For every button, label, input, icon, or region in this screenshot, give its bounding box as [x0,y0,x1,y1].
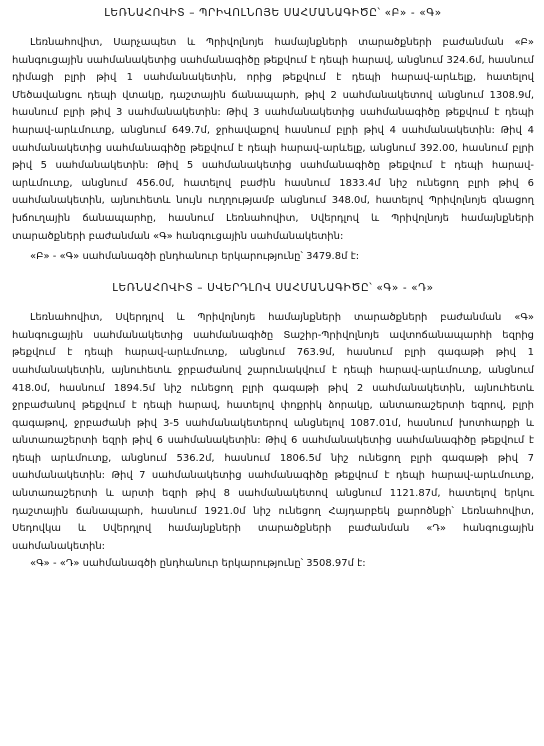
section-2-total: «Գ» - «Դ» սահմանագծի ընդհանուր երկարությունը՝ 3508.97մ է: [30,558,366,570]
section-1-total: «Բ» - «Գ» սահմանագծի ընդհանուր երկարությունը՝ 3479.8մ է: [30,251,360,263]
section-1-heading: ԼԵՌՆԱՀՈՎԻՏ – ՊՐԻՎՈԼՆՈՅԵ ՍԱՀՄԱՆԱԳԻԾԸ՝ «Բ» - «Գ» [104,7,442,19]
section-1-paragraph: Լեռնահովիտ, Սարչապետ և Պրիվոլնոյե համայնքների տարածքների բաժանման «Բ» հանգուցային սահմանակետից սահմանագիծը թեքվում է դեպի հարավ, անցնում 324.6մ, հասնում դիմացի բլրի թիվ 1 սահմանակետին, որից թեքվում է դեպի հարավ-արևելք, հատելով Մեծավանցու դեպի վտակը, դաշտային ճանապարհ, թիվ 2 սահմանակետով անցնում 1308.9մ, հասնում բլրի թիվ 3 սահմանակետին: Թիվ 3 սահմանակետից սահմանագիծը թեքվում է դեպի հարավ-արևմուտք, անցնում 649.7մ, ջրհավաքով հասնում բլրի թիվ 4 սահմանակետին: Թիվ 4 սահմանակետից սահմանագիծը թեքվում է դեպի հարավ-արևելք, անցնում 392.00, հասնում բլրի թիվ 5 սահմանակետին: Թիվ 5 սահմանակետից սահմանագիծը թեքվում է դեպի հարավ-արևմուտք, անցնում 456.0մ, հատելով բաժին հասնում 1833.4մ նիշ ունեցող բլրի թիվ 6 սահմանակետին, այնուհետև նույն ուղղությամբ անցնում 348.0մ, հատելով Պրիվոլնոյե գնացող խճուղային ճանապարհը, հասնում Լեռնահովիտ, Սվերդլով և Պրիվոլնոյե համայնքների տարածքների բաժանման «Գ» հանգուցային սահմանակետին: [12,37,534,242]
section-2-paragraph: Լեռնահովիտ, Սվերդլով և Պրիվոլնոյե համայնքների տարածքների բաժանման «Գ» հանգուցային սահմանակետից սահմանագիծը Տաշիր-Պրիվոլնոյե ավտոճանապարհի եզրից թեքվում է դեպի հարավ-արևմուտք, անցնում 763.9մ, հասնում բլրի գագաթի թիվ 1 սահմանակետին, այնուհետև ջրբաժանով շարունակվում է դեպի հարավ-արևմուտք, անցնում 418.0մ, հասնում 1894.5մ նիշ ունեցող բլրի գագաթի թիվ 2 սահմանակետին, այնուհետև ջրբաժանով թեքվում է դեպի հարավ, հատելով փոքրիկ ձորակը, անտառաշերտի եզրով, բլրի գագաթով, ջրբաժանի թիվ 3-5 սահմանակետերով անցնելով 1087.01մ, հասնում խոտհարքի և անտառաշերտի եզրի թիվ 6 սահմանակետին: Թիվ 6 սահմանակետից սահմանագիծը թեքվում է դեպի արևմուտք, անցնում 536.2մ, հասնում 1806.5մ նիշ ունեցող բլրի գագաթի թիվ 7 սահմանակետին: Թիվ 7 սահմանակետից սահմանագիծը թեքվում է դեպի հարավ-արևմուտք, անտառաշերտի և արտի եզրի թիվ 8 սահմանակետով անցնում 1121.87մ, հատելով երկու դաշտային ճանապարհ, հասնում 1921.0մ նիշ ունեցող Հայդարբեկ քարոծնքի՝ Լեռնահովիտ, Սեդովկա և Սվերդլով համայնքների տարածքների բաժանման «Դ» հանգուցային սահմանակետին: [12,312,534,552]
section-2-heading: ԼԵՌՆԱՀՈՎԻՏ – ՍՎԵՐԴԼՈՎ ՍԱՀՄԱՆԱԳԻԾԸ՝ «Գ» - «Դ» [112,282,434,295]
